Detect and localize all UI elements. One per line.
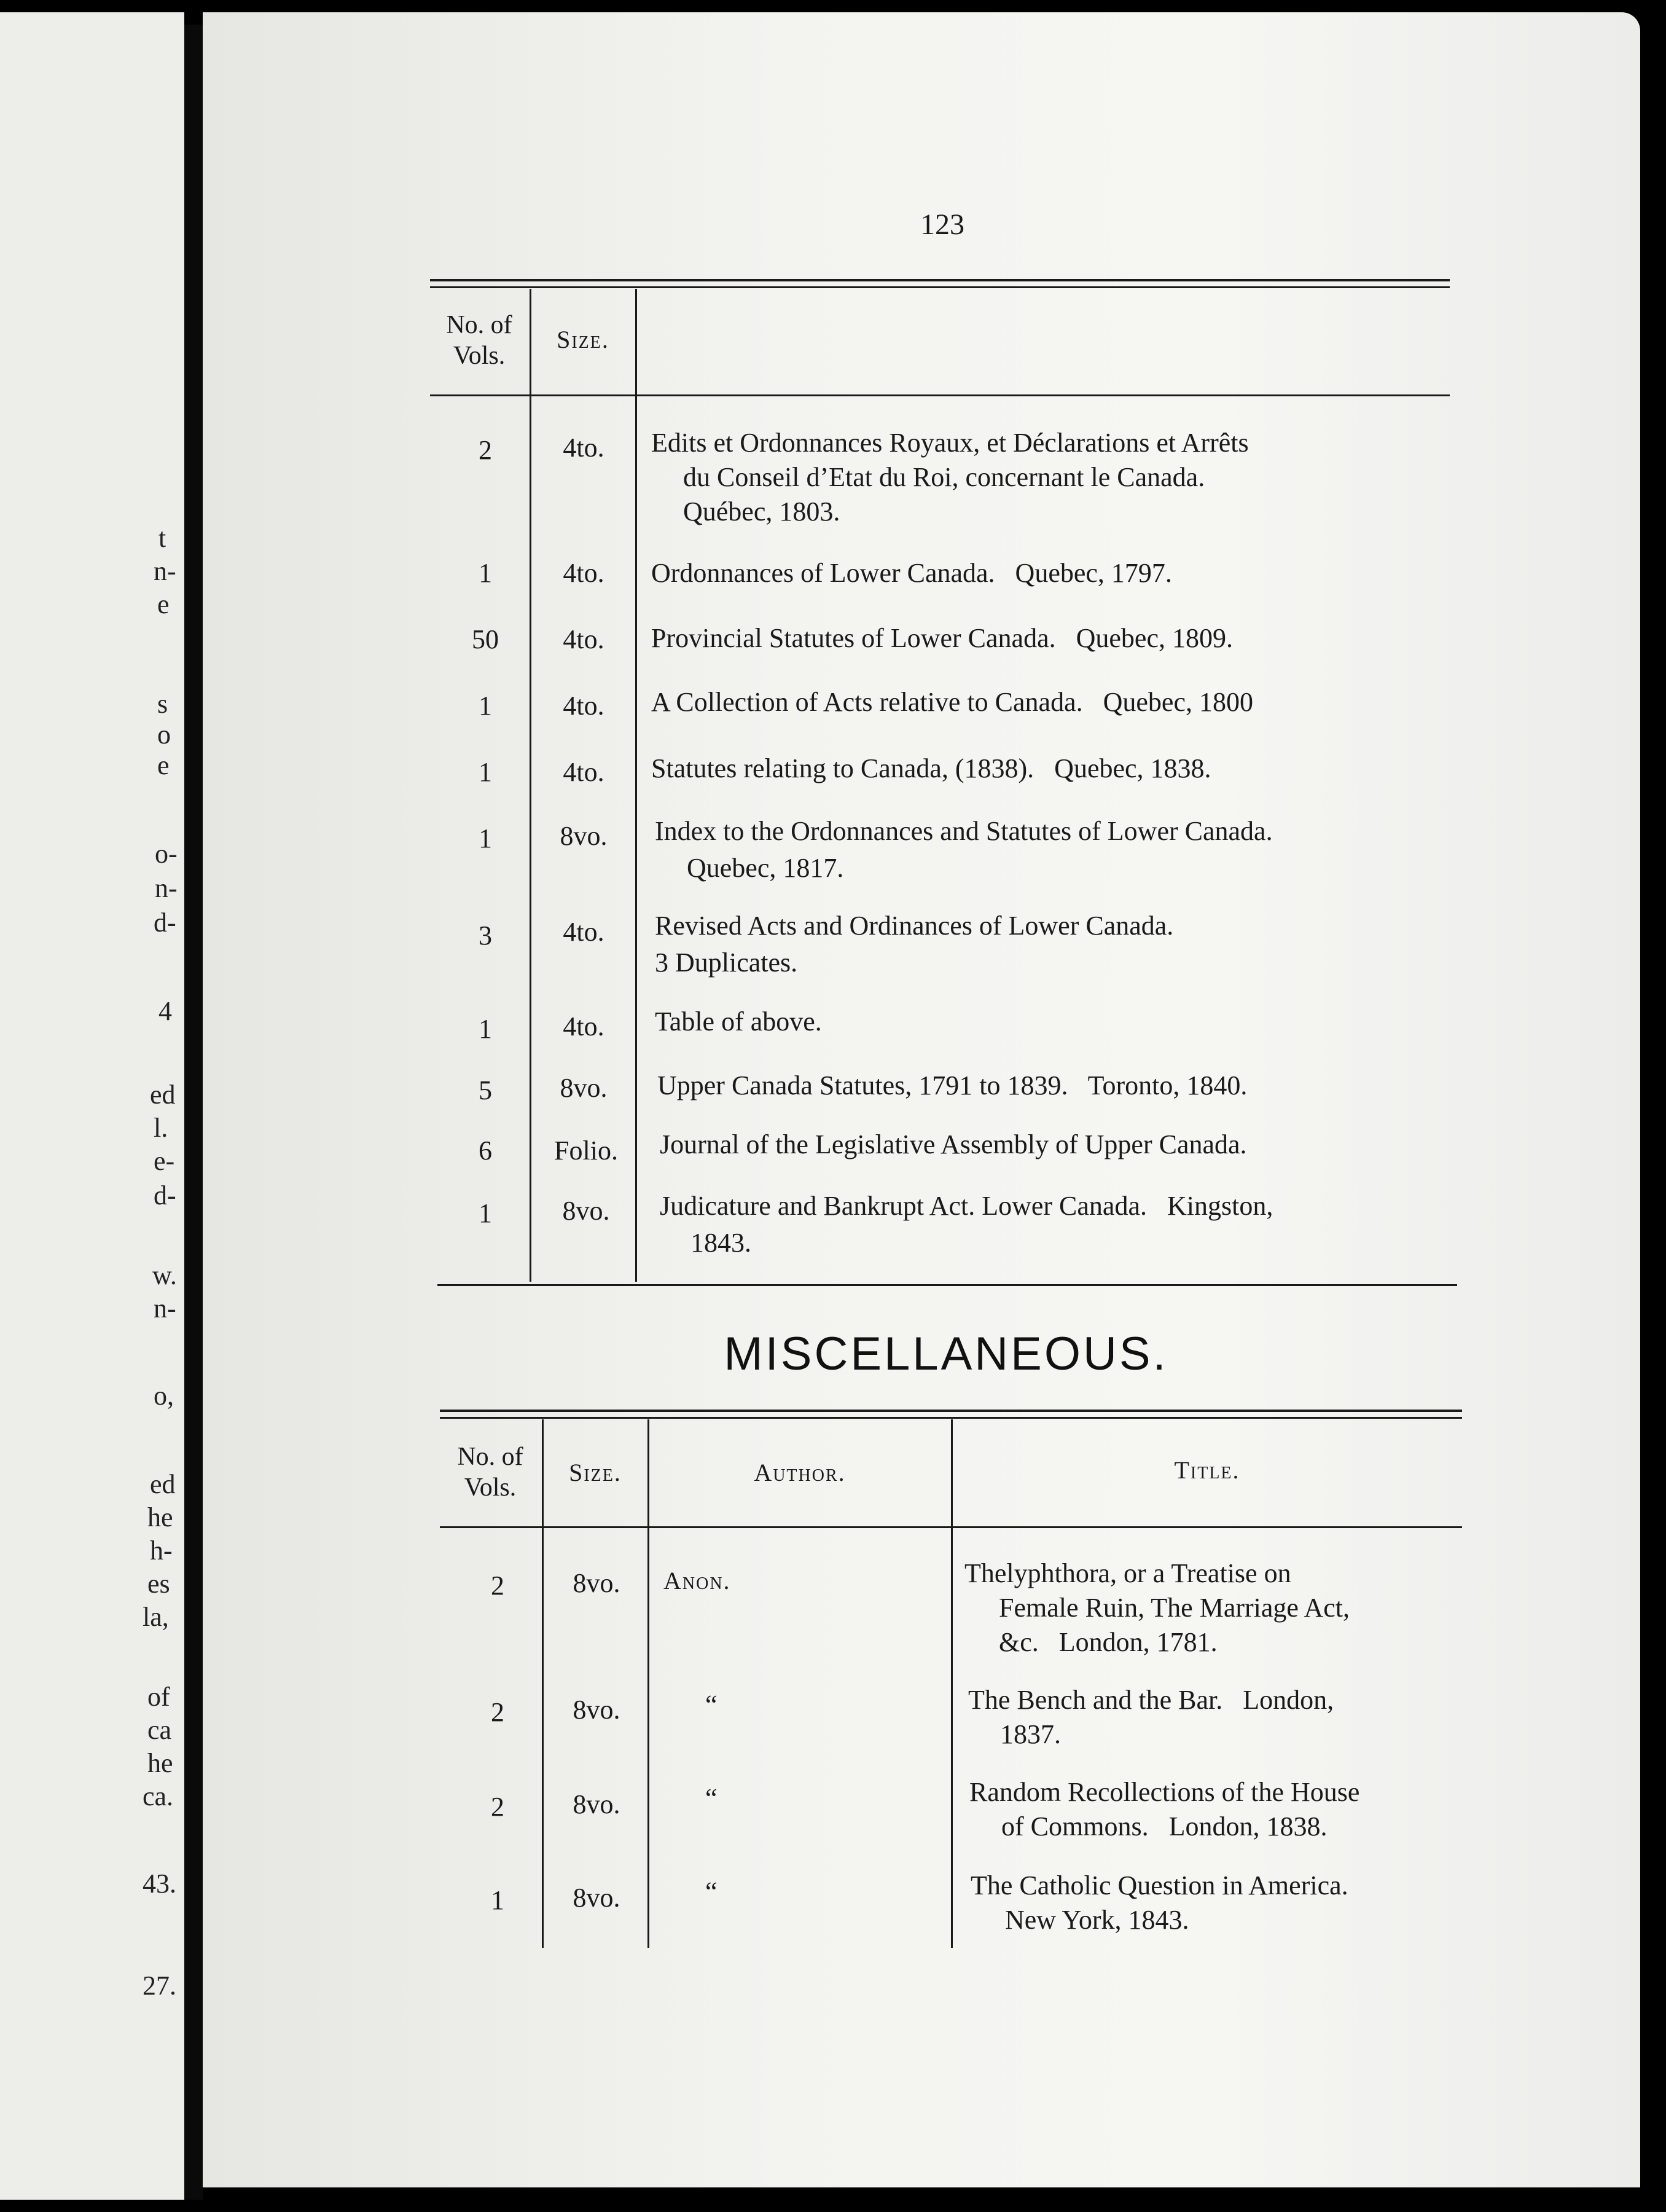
left-fragment: 43. — [143, 1869, 176, 1899]
header-rule — [430, 394, 1450, 396]
table-row-vols: 1 — [479, 823, 492, 853]
table-row-vols: 5 — [479, 1075, 492, 1105]
table-row-size: 4to. — [563, 691, 604, 721]
table-row-title: Québec, 1803. — [683, 496, 840, 527]
table-row-size: 4to. — [563, 624, 604, 654]
table-row-title: of Commons. London, 1838. — [1001, 1811, 1328, 1841]
column-divider — [647, 1419, 649, 1948]
table-row-title: du Conseil d’Etat du Roi, concernant le Canada. — [683, 462, 1205, 492]
table-row-title: Provincial Statutes of Lower Canada. Quebec, 1809. — [651, 623, 1233, 653]
table-row-title: &c. London, 1781. — [999, 1627, 1218, 1657]
table-row-title: Revised Acts and Ordinances of Lower Canada. — [655, 911, 1174, 941]
table-row-vols: 1 — [479, 691, 492, 721]
book-binding — [184, 25, 203, 2200]
table-row-author: “ — [705, 1877, 718, 1907]
left-fragment: e- — [154, 1146, 175, 1176]
table-row-title: Edits et Ordonnances Royaux, et Déclarations et Arrêts — [651, 428, 1249, 458]
header-title: Title. — [1174, 1456, 1240, 1484]
table-row-title: Judicature and Bankrupt Act. Lower Canada. Kingston, — [660, 1191, 1273, 1221]
column-divider — [951, 1419, 953, 1948]
table-row-title: Ordonnances of Lower Canada. Quebec, 1797. — [651, 558, 1172, 588]
table-row-size: 8vo. — [573, 1695, 620, 1725]
table-row-title: The Catholic Question in America. — [971, 1870, 1348, 1900]
table-row-size: 8vo. — [573, 1789, 620, 1819]
table-row-vols: 1 — [479, 1198, 492, 1228]
table-top-rule — [430, 286, 1450, 288]
table-row-size: 4to. — [563, 917, 604, 947]
table-row-title: New York, 1843. — [1005, 1905, 1189, 1935]
table-row-title: Journal of the Legislative Assembly of Upper Canada. — [660, 1129, 1247, 1159]
table-top-rule — [440, 1417, 1462, 1419]
table-bottom-rule — [437, 1284, 1457, 1286]
table-row-title: 1843. — [690, 1228, 751, 1258]
left-fragment: es — [147, 1569, 170, 1599]
header-vols: No. of Vols. — [446, 311, 512, 370]
left-fragment: d- — [154, 1180, 176, 1210]
left-fragment: e — [157, 589, 170, 619]
header-vols: No. of Vols. — [457, 1443, 523, 1502]
table-row-author: “ — [705, 1783, 718, 1813]
table-row-vols: 2 — [491, 1571, 504, 1601]
header-size: Size. — [569, 1459, 622, 1486]
table-row-vols: 6 — [479, 1135, 492, 1166]
table-row-size: 4to. — [563, 558, 604, 588]
table-row-vols: 1 — [479, 757, 492, 787]
table-row-title: 1837. — [1000, 1719, 1061, 1749]
table-row-title: Statutes relating to Canada, (1838). Quebec, 1838. — [651, 753, 1211, 783]
table-row-title: Table of above. — [655, 1006, 822, 1037]
left-fragment: he — [147, 1502, 173, 1532]
left-fragment: e — [157, 750, 170, 780]
left-fragment: h- — [150, 1535, 173, 1566]
table-row-title: Quebec, 1817. — [687, 853, 844, 883]
table-row-vols: 3 — [479, 920, 492, 951]
column-divider — [530, 289, 531, 1282]
left-fragment: ed — [150, 1080, 176, 1110]
left-fragment: n- — [155, 873, 178, 903]
table-row-title: Upper Canada Statutes, 1791 to 1839. Toronto, 1840. — [657, 1070, 1248, 1100]
left-fragment: d- — [154, 908, 176, 938]
table-row-vols: 1 — [491, 1885, 504, 1915]
table-row-size: 8vo. — [560, 821, 608, 851]
table-row-size: 4to. — [563, 757, 604, 787]
table-row-title: A Collection of Acts relative to Canada. Quebec, 1800 — [651, 687, 1253, 717]
page-number: 123 — [920, 208, 964, 241]
left-fragment: ca — [147, 1715, 172, 1745]
left-fragment: n- — [154, 556, 176, 586]
left-fragment: o- — [155, 839, 178, 869]
table-row-size: 8vo. — [573, 1568, 620, 1598]
table-row-vols: 1 — [479, 1014, 492, 1044]
left-fragment: o — [157, 720, 171, 750]
left-fragment: o, — [154, 1381, 174, 1411]
left-fragment: ed — [150, 1469, 176, 1499]
table-top-rule — [440, 1410, 1462, 1412]
left-fragment: la, — [143, 1602, 169, 1632]
table-row-title: The Bench and the Bar. London, — [968, 1685, 1334, 1715]
table-row-size: 4to. — [563, 433, 604, 463]
table-row-vols: 2 — [491, 1792, 504, 1822]
left-fragment: ca. — [143, 1781, 174, 1811]
table-row-title: Index to the Ordonnances and Statutes of Lower Canada. — [655, 816, 1273, 846]
section-title: MISCELLANEOUS. — [724, 1328, 1168, 1380]
header-size: Size. — [557, 326, 609, 353]
table-row-title: Random Recollections of the House — [969, 1777, 1360, 1807]
table-row-title: 3 Duplicates. — [655, 947, 798, 978]
table-row-size: 8vo. — [562, 1196, 610, 1226]
table-row-vols: 1 — [479, 558, 492, 588]
table-row-title: Female Ruin, The Marriage Act, — [999, 1593, 1350, 1623]
column-divider — [542, 1419, 544, 1948]
left-page-edge — [0, 12, 184, 2200]
table-row-title: Thelyphthora, or a Treatise on — [964, 1558, 1291, 1588]
table-row-vols: 2 — [479, 435, 492, 465]
left-fragment: s — [157, 689, 168, 719]
left-fragment: 27. — [143, 1971, 176, 2001]
table-row-size: 8vo. — [573, 1883, 620, 1913]
left-fragment: n- — [154, 1293, 176, 1324]
table-row-vols: 50 — [472, 624, 499, 654]
header-author: Author. — [754, 1459, 846, 1486]
table-row-author: “ — [705, 1690, 718, 1720]
left-fragment: w. — [152, 1260, 177, 1290]
left-fragment: he — [147, 1748, 173, 1778]
table-row-size: Folio. — [554, 1135, 618, 1166]
table-row-vols: 2 — [491, 1697, 504, 1727]
column-divider — [635, 289, 637, 1282]
table-row-size: 8vo. — [560, 1073, 608, 1103]
table-top-rule — [430, 279, 1450, 281]
left-fragment: t — [158, 523, 166, 553]
table-row-size: 4to. — [563, 1011, 604, 1041]
left-fragment: 4 — [158, 996, 172, 1026]
left-fragment: l. — [154, 1113, 168, 1143]
table-row-author: Anon. — [663, 1567, 731, 1594]
left-fragment: of — [147, 1682, 170, 1712]
